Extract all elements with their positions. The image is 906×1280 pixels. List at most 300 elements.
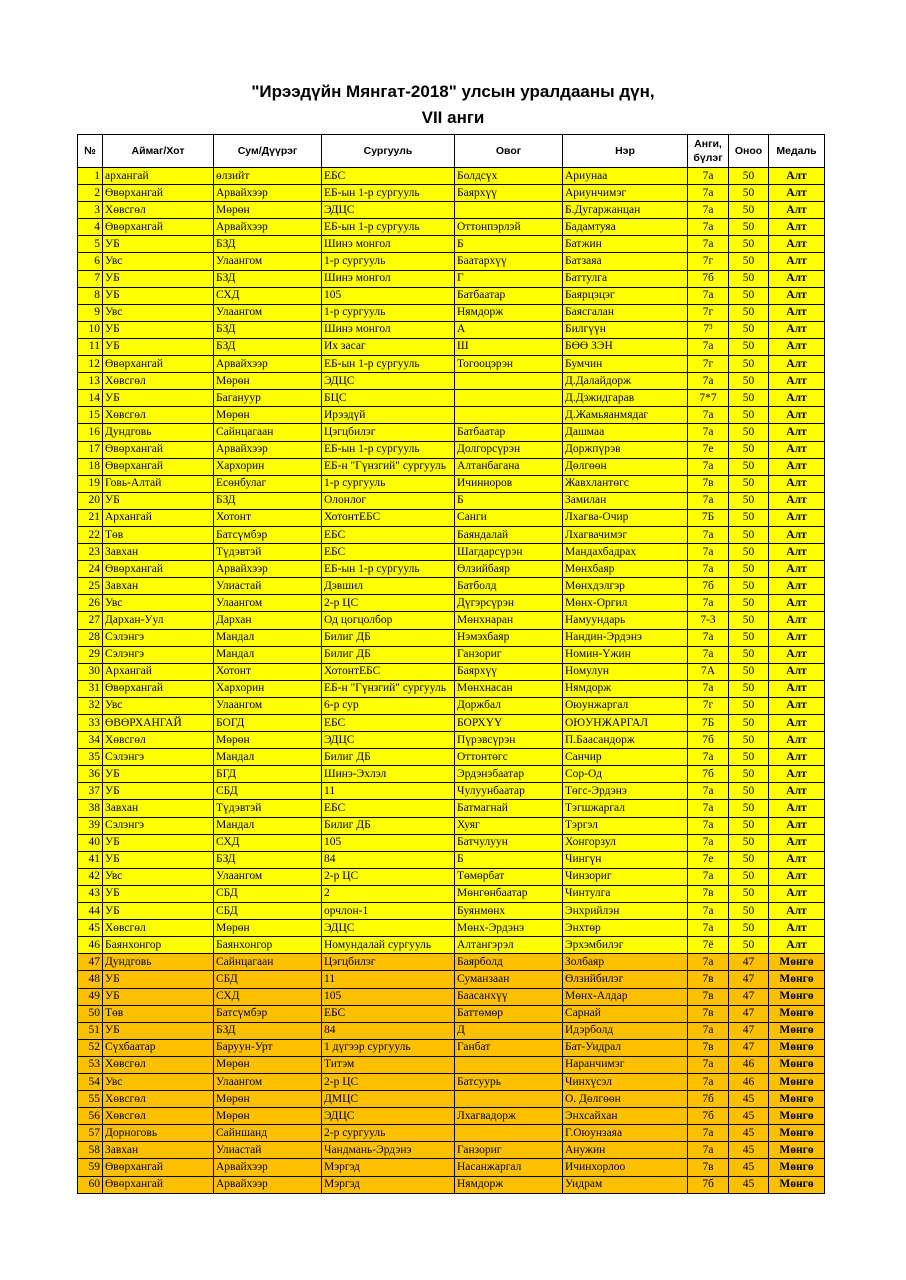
cell-aimag: Өвөрхангай [103,458,214,475]
cell-aimag: УБ [103,903,214,920]
cell-class: 7А [688,663,729,680]
header-sum: Сум/Дүүрэг [214,135,322,168]
cell-sum: Хархорин [214,680,322,697]
cell-sum: БГД [214,766,322,783]
table-row [78,1022,825,1039]
cell-number: 8 [78,287,103,304]
cell-sum: Мандал [214,646,322,663]
cell-medal: Алт [769,270,825,287]
cell-medal: Мөнгө [769,954,825,971]
cell-sum: Улаангом [214,868,322,885]
table-row [78,287,825,304]
cell-score: 47 [729,988,769,1005]
cell-sum: Улиастай [214,578,322,595]
cell-number: 31 [78,680,103,697]
cell-sum: Улиастай [214,1142,322,1159]
cell-score: 50 [729,715,769,732]
table-row [78,304,825,321]
cell-medal: Мөнгө [769,1073,825,1090]
cell-score: 50 [729,441,769,458]
table-row [78,595,825,612]
cell-school: 105 [322,834,455,851]
cell-name: Уидрам [563,1176,688,1193]
cell-aimag: Хөвсгөл [103,407,214,424]
cell-surname: Ганзориг [455,1142,563,1159]
cell-surname: Лхагвадорж [455,1108,563,1125]
cell-school: 84 [322,851,455,868]
cell-score: 50 [729,253,769,270]
cell-class: 7а [688,373,729,390]
cell-aimag: Өвөрхангай [103,680,214,697]
cell-number: 42 [78,868,103,885]
cell-name: Д.Далайдорж [563,373,688,390]
cell-school: Мэргэд [322,1176,455,1193]
table-row [78,458,825,475]
cell-surname: Батчулуун [455,834,563,851]
cell-class: 7а [688,920,729,937]
cell-aimag: Завхан [103,578,214,595]
cell-score: 47 [729,954,769,971]
cell-school: ЕБС [322,526,455,543]
cell-number: 51 [78,1022,103,1039]
cell-medal: Алт [769,219,825,236]
cell-surname: Б [455,236,563,253]
cell-medal: Мөнгө [769,971,825,988]
cell-medal: Алт [769,766,825,783]
cell-medal: Алт [769,338,825,355]
table-row [78,373,825,390]
cell-school: ЕБС [322,1005,455,1022]
cell-class: 7а [688,1142,729,1159]
header-score: Оноо [729,135,769,168]
cell-class: 7а [688,424,729,441]
cell-number: 5 [78,236,103,253]
cell-score: 45 [729,1091,769,1108]
cell-medal: Алт [769,390,825,407]
cell-school: ЭДЦС [322,1108,455,1125]
cell-number: 41 [78,851,103,868]
table-row [78,561,825,578]
cell-surname: Буянмөнх [455,903,563,920]
cell-aimag: Өвөрхангай [103,441,214,458]
cell-surname: Баатархүү [455,253,563,270]
header-class: Анги, бүлэг [688,135,729,168]
cell-sum: СБД [214,971,322,988]
cell-school: Чандмань-Эрдэнэ [322,1142,455,1159]
cell-name: Номин-Үжин [563,646,688,663]
cell-aimag: Увс [103,697,214,714]
cell-medal: Алт [769,697,825,714]
table-row [78,1159,825,1176]
cell-name: Хонгорзул [563,834,688,851]
cell-aimag: Говь-Алтай [103,475,214,492]
table-row [78,680,825,697]
cell-number: 2 [78,185,103,202]
cell-score: 50 [729,338,769,355]
cell-score: 50 [729,937,769,954]
cell-aimag: УБ [103,390,214,407]
cell-school: ХотонтЕБС [322,509,455,526]
table-row [78,1142,825,1159]
cell-sum: СХД [214,834,322,851]
cell-name: Сор-Од [563,766,688,783]
cell-school: ЕБ-ын 1-р сургууль [322,561,455,578]
cell-name: Эрхэмбилэг [563,937,688,954]
cell-aimag: УБ [103,783,214,800]
cell-aimag: Өвөрхангай [103,219,214,236]
cell-surname: Мөнхнасан [455,680,563,697]
cell-medal: Алт [769,578,825,595]
cell-score: 50 [729,356,769,373]
cell-name: Чингүн [563,851,688,868]
cell-aimag: УБ [103,338,214,355]
cell-name: Оюунжаргал [563,697,688,714]
cell-score: 50 [729,544,769,561]
cell-surname: Оттонпэрлэй [455,219,563,236]
cell-aimag: Увс [103,253,214,270]
cell-surname: А [455,321,563,338]
table-row [78,321,825,338]
cell-score: 50 [729,663,769,680]
cell-school: ЕБС [322,800,455,817]
header-aimag: Аймаг/Хот [103,135,214,168]
cell-medal: Алт [769,509,825,526]
cell-score: 50 [729,475,769,492]
cell-sum: СБД [214,885,322,902]
table-row [78,526,825,543]
cell-aimag: Дархан-Уул [103,612,214,629]
cell-surname: Нэмэхбаяр [455,629,563,646]
cell-medal: Мөнгө [769,1091,825,1108]
cell-sum: Улаангом [214,697,322,714]
cell-name: Энхрийлэн [563,903,688,920]
cell-sum: Мандал [214,749,322,766]
cell-medal: Алт [769,629,825,646]
cell-score: 50 [729,834,769,851]
cell-class: 7в [688,1005,729,1022]
cell-surname: БОРХҮҮ [455,715,563,732]
cell-medal: Алт [769,868,825,885]
cell-name: Мөнхбаяр [563,561,688,578]
cell-school: ЕБ-ын 1-р сургууль [322,185,455,202]
cell-aimag: Архангай [103,509,214,526]
cell-aimag: УБ [103,766,214,783]
cell-score: 50 [729,509,769,526]
cell-aimag: Сэлэнгэ [103,749,214,766]
cell-number: 53 [78,1056,103,1073]
cell-name: Мөнх-Алдар [563,988,688,1005]
page-title: "Ирээдүйн Мянгат-2018" улсын уралдааны дүн, [251,82,655,101]
cell-medal: Алт [769,749,825,766]
cell-sum: Баянхонгор [214,937,322,954]
results-table [77,134,825,1194]
cell-medal: Мөнгө [769,1142,825,1159]
cell-score: 50 [729,219,769,236]
cell-name: Ичинхорлоо [563,1159,688,1176]
cell-score: 50 [729,885,769,902]
cell-number: 11 [78,338,103,355]
table-row [78,202,825,219]
cell-score: 50 [729,783,769,800]
cell-name: Идэрболд [563,1022,688,1039]
cell-school: ЕБ-ын 1-р сургууль [322,356,455,373]
cell-sum: Мөрөн [214,1056,322,1073]
cell-class: 7а [688,680,729,697]
cell-sum: Дархан [214,612,322,629]
cell-school: 1 дүгээр сургууль [322,1039,455,1056]
cell-surname: Эрдэнэбаатар [455,766,563,783]
cell-medal: Алт [769,646,825,663]
cell-name: Мөнх-Оргил [563,595,688,612]
cell-number: 45 [78,920,103,937]
cell-number: 22 [78,526,103,543]
cell-medal: Алт [769,851,825,868]
cell-surname [455,390,563,407]
table-body [78,168,825,1194]
cell-medal: Алт [769,561,825,578]
cell-sum: Арвайхээр [214,1159,322,1176]
cell-aimag: Өвөрхангай [103,356,214,373]
cell-number: 57 [78,1125,103,1142]
cell-aimag: Завхан [103,800,214,817]
cell-aimag: Өвөрхангай [103,1176,214,1193]
cell-class: 7в [688,988,729,1005]
cell-surname: Санги [455,509,563,526]
cell-name: О. Дөлгөөн [563,1091,688,1108]
cell-surname: Ш [455,338,563,355]
cell-class: 7в [688,885,729,902]
cell-school: ДМЦС [322,1091,455,1108]
table-row [78,509,825,526]
cell-sum: Арвайхээр [214,1176,322,1193]
cell-sum: БЗД [214,338,322,355]
cell-sum: Түдэвтэй [214,544,322,561]
cell-number: 37 [78,783,103,800]
cell-school: ЕБ-ын 1-р сургууль [322,219,455,236]
cell-score: 50 [729,304,769,321]
cell-score: 50 [729,903,769,920]
cell-score: 50 [729,646,769,663]
cell-surname: Г [455,270,563,287]
cell-surname: Алтанбагана [455,458,563,475]
table-row [78,715,825,732]
cell-aimag: Дундговь [103,954,214,971]
cell-name: Энхсайхан [563,1108,688,1125]
cell-aimag: Төв [103,526,214,543]
cell-school: ЭДЦС [322,373,455,390]
cell-name: Ариунаа [563,168,688,185]
cell-sum: Мөрөн [214,373,322,390]
cell-name: Чинзориг [563,868,688,885]
cell-medal: Алт [769,304,825,321]
cell-medal: Алт [769,920,825,937]
cell-school: Билиг ДБ [322,749,455,766]
cell-name: Золбаяр [563,954,688,971]
cell-sum: Арвайхээр [214,185,322,202]
cell-class: 7г [688,697,729,714]
cell-surname: Шагдарсүрэн [455,544,563,561]
cell-school: ЕБС [322,544,455,561]
cell-aimag: УБ [103,851,214,868]
cell-surname: Батбаатар [455,424,563,441]
cell-surname [455,1056,563,1073]
table-row [78,1039,825,1056]
cell-score: 50 [729,321,769,338]
cell-aimag: Хөвсгөл [103,1056,214,1073]
cell-surname: Б [455,851,563,868]
cell-medal: Алт [769,185,825,202]
cell-sum: Арвайхээр [214,219,322,236]
cell-number: 23 [78,544,103,561]
cell-aimag: УБ [103,321,214,338]
cell-name: Нандин-Эрдэнэ [563,629,688,646]
cell-surname: Баярхүү [455,663,563,680]
cell-score: 50 [729,270,769,287]
cell-name: Билгүүн [563,321,688,338]
cell-number: 4 [78,219,103,236]
table-row [78,1005,825,1022]
cell-class: 7а [688,407,729,424]
cell-school: 2-р ЦС [322,868,455,885]
cell-name: Дашмаа [563,424,688,441]
cell-school: БЦС [322,390,455,407]
cell-name: Дөлгөөн [563,458,688,475]
table-row [78,356,825,373]
cell-class: 7б [688,1091,729,1108]
cell-score: 50 [729,492,769,509]
cell-school: Шинэ монгол [322,236,455,253]
cell-surname: Пүрэвсүрэн [455,732,563,749]
cell-number: 30 [78,663,103,680]
cell-score: 50 [729,851,769,868]
cell-school: орчлон-1 [322,903,455,920]
cell-class: 7а [688,868,729,885]
cell-score: 50 [729,817,769,834]
cell-class: 7а [688,219,729,236]
cell-sum: Есөнбулаг [214,475,322,492]
header-name: Нэр [563,135,688,168]
cell-aimag: Төв [103,1005,214,1022]
cell-surname: Төмөрбат [455,868,563,885]
cell-medal: Алт [769,287,825,304]
cell-surname: Нямдорж [455,304,563,321]
cell-sum: Түдэвтэй [214,800,322,817]
cell-medal: Мөнгө [769,1005,825,1022]
cell-aimag: Хөвсгөл [103,373,214,390]
cell-medal: Алт [769,424,825,441]
cell-number: 33 [78,715,103,732]
cell-aimag: УБ [103,834,214,851]
cell-score: 45 [729,1125,769,1142]
cell-score: 50 [729,920,769,937]
cell-number: 39 [78,817,103,834]
header-school: Сургууль [322,135,455,168]
cell-class: 7б [688,1108,729,1125]
cell-score: 46 [729,1056,769,1073]
table-row [78,937,825,954]
cell-medal: Алт [769,526,825,543]
cell-number: 36 [78,766,103,783]
table-row [78,1108,825,1125]
cell-medal: Алт [769,732,825,749]
table-row [78,732,825,749]
cell-surname: Долгорсүрэн [455,441,563,458]
cell-number: 55 [78,1091,103,1108]
table-row [78,851,825,868]
cell-class: 7а [688,561,729,578]
cell-number: 26 [78,595,103,612]
cell-surname: Баттөмөр [455,1005,563,1022]
cell-surname [455,373,563,390]
cell-medal: Алт [769,715,825,732]
cell-name: БӨӨ ЗЭН [563,338,688,355]
cell-sum: Сайнцагаан [214,954,322,971]
table-row [78,219,825,236]
cell-medal: Алт [769,544,825,561]
cell-class: 7б [688,732,729,749]
cell-aimag: УБ [103,1022,214,1039]
cell-sum: БЗД [214,270,322,287]
cell-name: Нямдорж [563,680,688,697]
cell-school: Дэвшил [322,578,455,595]
table-row [78,185,825,202]
cell-sum: Арвайхээр [214,441,322,458]
cell-surname: Тогооцэрэн [455,356,563,373]
cell-medal: Алт [769,492,825,509]
cell-surname: Баярболд [455,954,563,971]
cell-surname: Батболд [455,578,563,595]
cell-aimag: Сүхбаатар [103,1039,214,1056]
cell-number: 59 [78,1159,103,1176]
cell-sum: БЗД [214,492,322,509]
cell-school: 105 [322,988,455,1005]
cell-surname [455,202,563,219]
cell-aimag: Сэлэнгэ [103,646,214,663]
cell-class: 7а [688,544,729,561]
cell-class: 7а [688,168,729,185]
cell-school: Билиг ДБ [322,817,455,834]
cell-medal: Алт [769,356,825,373]
cell-number: 56 [78,1108,103,1125]
cell-class: 7а [688,202,729,219]
cell-class: 7а [688,646,729,663]
cell-aimag: Хөвсгөл [103,1108,214,1125]
cell-sum: Мөрөн [214,202,322,219]
cell-aimag: Өвөрхангай [103,1159,214,1176]
cell-medal: Алт [769,373,825,390]
cell-surname: Баасанхүү [455,988,563,1005]
cell-medal: Алт [769,817,825,834]
cell-surname [455,407,563,424]
cell-class: 7а [688,800,729,817]
cell-sum: СБД [214,783,322,800]
table-row [78,749,825,766]
cell-surname: Ичинноров [455,475,563,492]
cell-school: 1-р сургууль [322,475,455,492]
cell-number: 16 [78,424,103,441]
cell-school: Цэгцбилэг [322,954,455,971]
cell-medal: Мөнгө [769,1176,825,1193]
cell-name: П.Баасандорж [563,732,688,749]
table-row [78,663,825,680]
cell-name: Бумчин [563,356,688,373]
cell-class: 7г [688,253,729,270]
cell-medal: Алт [769,663,825,680]
cell-score: 50 [729,287,769,304]
cell-school: Их засаг [322,338,455,355]
cell-surname: Дүгэрсүрэн [455,595,563,612]
cell-number: 17 [78,441,103,458]
